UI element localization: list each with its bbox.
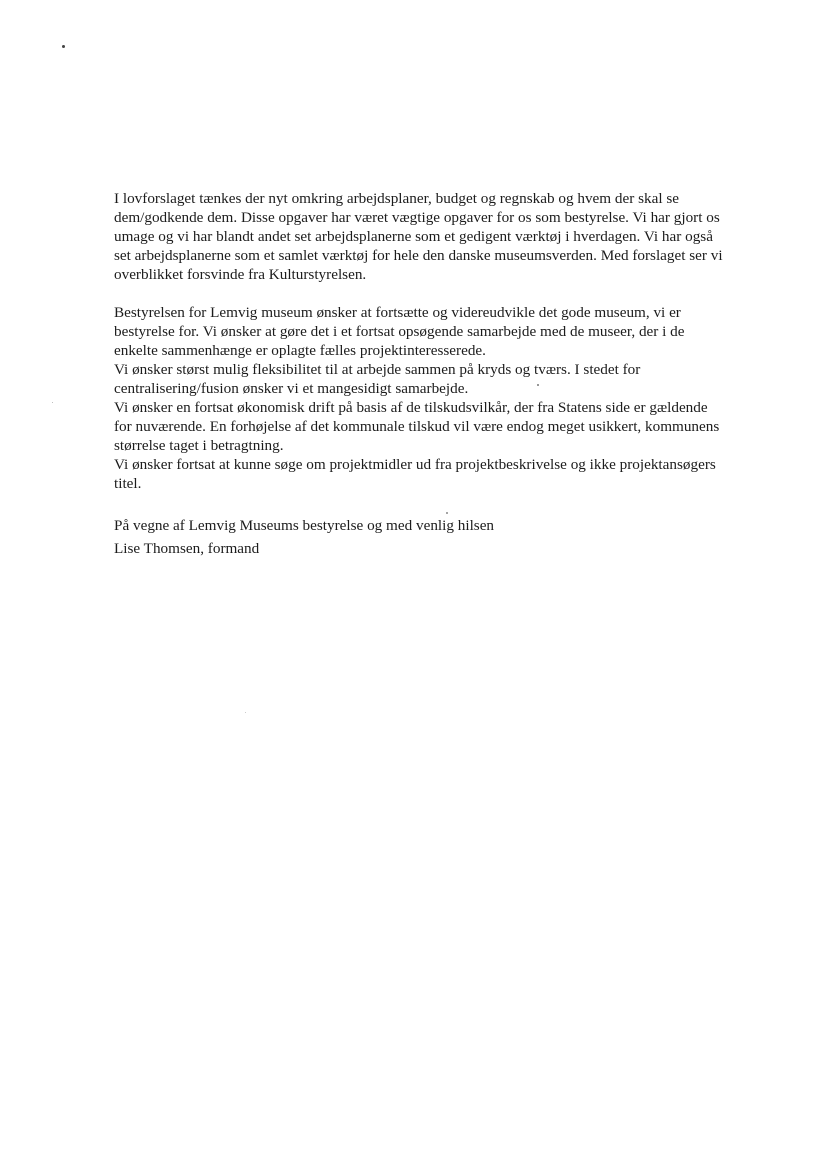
text-line: set arbejdsplanerne som et samlet værktøj for hele den danske museumsverden. Med forslaget ser vi [114, 247, 723, 264]
paragraph-work-plans [114, 189, 754, 284]
text-line: dem/godkende dem. Disse opgaver har været vægtige opgaver for os som bestyrelse. Vi har gjort os [114, 209, 720, 226]
scan-speck [52, 402, 53, 403]
letter-body [114, 189, 754, 493]
paragraph-board-wishes [114, 303, 754, 493]
scan-speck [245, 712, 246, 713]
text-line: størrelse taget i betragtning. [114, 437, 284, 454]
text-line: enkelte sammenhænge er oplagte fælles projektinteresserede. [114, 342, 486, 359]
text-line: for nuværende. En forhøjelse af det kommunale tilskud vil være endog meget usikkert, kommunens [114, 418, 720, 435]
text-line: bestyrelse for. Vi ønsker at gøre det i et fortsat opsøgende samarbejde med de museer, der i de [114, 323, 685, 340]
text-line: Bestyrelsen for Lemvig museum ønsker at fortsætte og videreudvikle det gode museum, vi er [114, 304, 681, 321]
signature: Lise Thomsen, formand [114, 540, 260, 557]
letter-closing [114, 514, 494, 560]
text-line: centralisering/fusion ønsker vi et mangesidigt samarbejde. [114, 380, 469, 397]
scan-speck [62, 45, 65, 48]
text-line: Vi ønsker størst mulig fleksibilitet til at arbejde sammen på kryds og tværs. I stedet for [114, 361, 641, 378]
closing-greeting: På vegne af Lemvig Museums bestyrelse og med venlig hilsen [114, 517, 495, 534]
text-line: I lovforslaget tænkes der nyt omkring arbejdsplaner, budget og regnskab og hvem der skal se [114, 190, 679, 207]
text-line: overblikket forsvinde fra Kulturstyrelsen. [114, 266, 367, 283]
text-line: umage og vi har blandt andet set arbejdsplanerne som et gedigent værktøj i hverdagen. Vi har også [114, 228, 713, 245]
text-line: Vi ønsker fortsat at kunne søge om projektmidler ud fra projektbeskrivelse og ikke projektansøgers [114, 456, 716, 473]
text-line: Vi ønsker en fortsat økonomisk drift på basis af de tilskudsvilkår, der fra Statens side er gældende [114, 399, 708, 416]
text-line: titel. [114, 475, 142, 492]
